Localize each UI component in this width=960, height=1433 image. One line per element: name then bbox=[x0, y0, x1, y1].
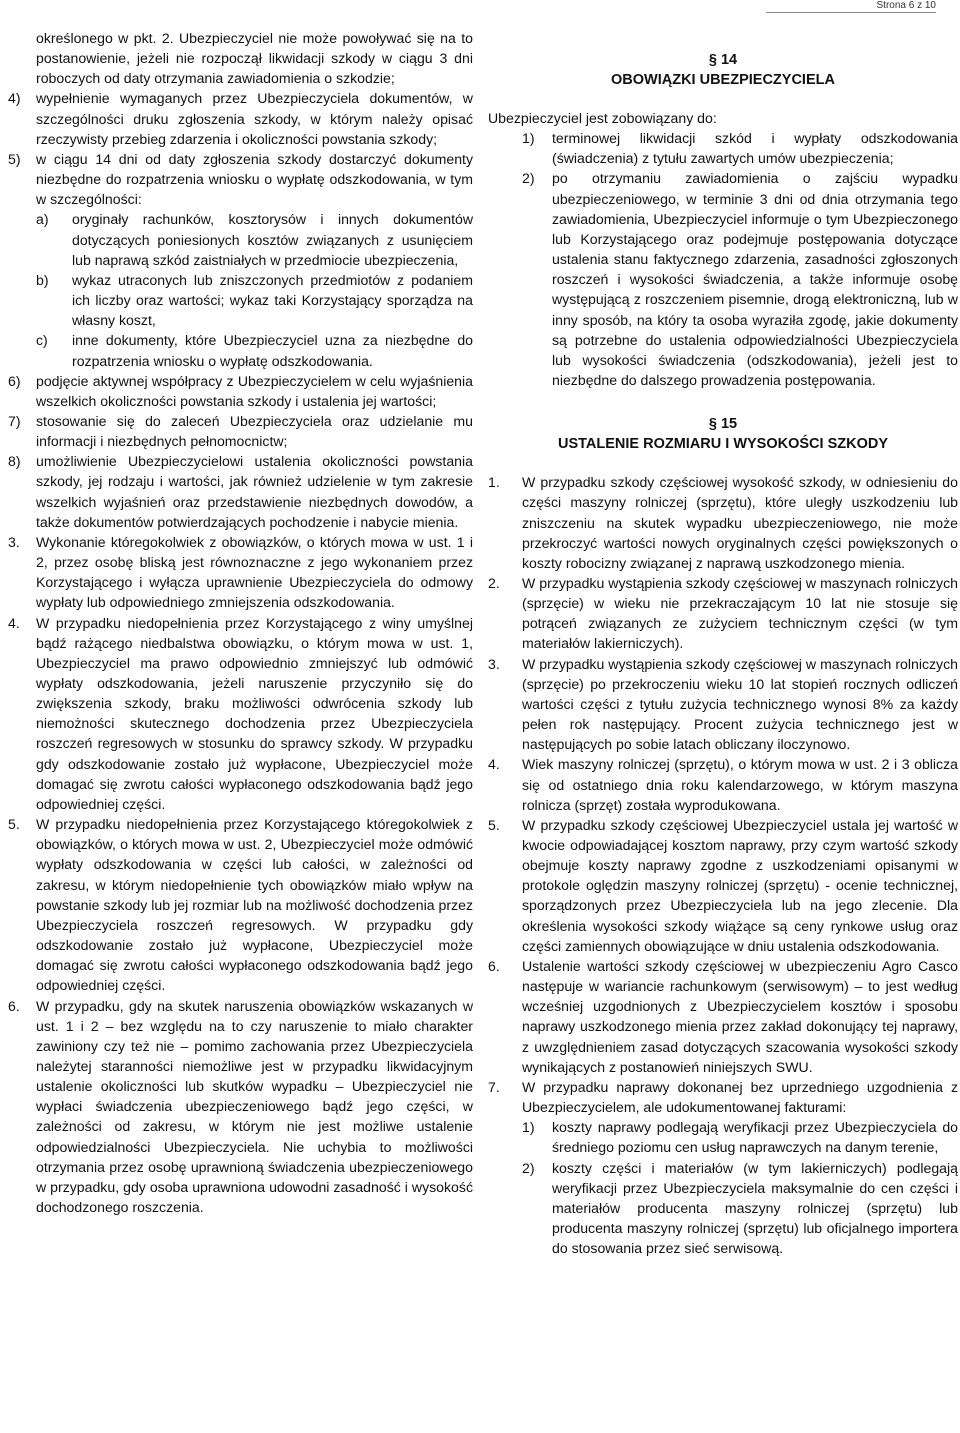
numbered-point-label: 1. bbox=[488, 474, 500, 491]
sub-list-item bbox=[8, 209, 473, 269]
sub-list-item-label: 1) bbox=[522, 1119, 535, 1136]
numbered-point bbox=[488, 956, 958, 1077]
numbered-point bbox=[488, 654, 958, 755]
list-item-label: 1) bbox=[522, 130, 535, 147]
numbered-point-text: W przypadku niedopełnienia przez Korzystającego któregokolwiek z obowiązków, o których mowa w ust. 2, Ubezpieczyciel może odmówić wypłaty odszkodowania w części lub całości, w zależności od zakresu, w którym niedopełnienie tych obowiązków miało wpływ na powstanie szkody lub jej rozmiar lub na możliwość dochodzenia przez Ubezpieczyciela roszczeń regresowych. W przypadku gdy odszkodowanie zostało już wypłacone, Ubezpieczyciel może domagać się zwrotu całości wypłaconego odszkodowania bądź jego odpowiedniej części. bbox=[36, 816, 473, 994]
section-14-heading bbox=[488, 50, 958, 90]
numbered-point-text: W przypadku szkody częściowej wysokość szkody, w odniesieniu do części maszyny rolniczej (sprzętu), które uległy uszkodzeniu lub zniszczeniu na skutek wypadku ubezpieczeniowego, nie może przekroczyć wartości nowych oryginalnych części powiększonych o koszty robocizny związanej z naprawą uszkodzonego mienia. bbox=[522, 474, 958, 571]
numbered-point-label: 6. bbox=[8, 997, 20, 1014]
sub-list-item-label: c) bbox=[36, 332, 48, 349]
page-number: Strona 6 z 10 bbox=[766, 0, 936, 13]
section-intro: Ubezpieczyciel jest zobowiązany do: bbox=[488, 110, 717, 126]
sub-list-item bbox=[488, 1158, 958, 1259]
numbered-point bbox=[488, 1077, 958, 1117]
numbered-point bbox=[488, 754, 958, 814]
numbered-point-label: 3. bbox=[488, 655, 500, 672]
numbered-point-text: W przypadku niedopełnienia przez Korzystającego z winy umyślnej bądź rażącego niedbalstwa obowiązku, o którym mowa w ust. 1, Ubezpieczyciel ma prawo odpowiednio zmniejszyć lub odmówić wypłaty odszkodowania, jeżeli naruszenie przyczyniło się do zwiększenia szkody, braku możliwości odwrócenia szkody lub niemożności skutecznego dochodzenia przez Ubezpieczyciela roszczeń regresowych w stosunku do sprawcy szkody. W przypadku gdy odszkodowanie zostało już wypłacone, Ubezpieczyciel może domagać się zwrotu całości wypłaconego odszkodowania bądź jego odpowiedniej części. bbox=[36, 614, 473, 812]
section-title: USTALENIE ROZMIARU I WYSOKOŚCI SZKODY bbox=[557, 436, 889, 453]
numbered-point-label: 4. bbox=[488, 756, 500, 773]
list-item-text: wypełnienie wymaganych przez Ubezpieczyciela dokumentów, w szczególności druku zgłoszenia szkody, w którym należy opisać rzeczywisty przebieg zdarzenia i okoliczności powstania szkody; bbox=[36, 90, 473, 147]
numbered-point-label: 3. bbox=[8, 533, 20, 550]
section-15-heading bbox=[488, 414, 958, 454]
section-sign: § 15 bbox=[708, 416, 738, 433]
sub-list-item bbox=[8, 270, 473, 330]
numbered-point bbox=[488, 815, 958, 956]
sub-list-item-text: wykaz utraconych lub zniszczonych przedmiotów z podaniem ich liczby oraz wartości; wykaz taki Korzystający sporządza na własny koszt, bbox=[72, 271, 473, 329]
numbered-point bbox=[8, 613, 473, 815]
sub-list-item-label: b) bbox=[36, 271, 49, 288]
list-item-text: stosowanie się do zaleceń Ubezpieczyciela oraz udzielanie mu informacji i niezbędnych pełnomocnictw; bbox=[36, 412, 473, 450]
list-item-label: 4) bbox=[8, 90, 21, 107]
numbered-point bbox=[488, 472, 958, 573]
list-item bbox=[8, 451, 473, 532]
numbered-point bbox=[8, 996, 473, 1218]
list-item bbox=[488, 168, 958, 390]
numbered-point-label: 2. bbox=[488, 574, 500, 591]
section-sign: § 14 bbox=[708, 52, 738, 68]
numbered-point-label: 5. bbox=[488, 816, 500, 833]
numbered-point-text: Wykonanie któregokolwiek z obowiązków, o których mowa w ust. 1 i 2, przez osobę bliską jest równoznaczne z jego wykonaniem przez Korzystającego i wyłącza uprawnienie Ubezpieczyciela do odmowy wypłaty lub odpowiedniego zmniejszenia odszkodowania. bbox=[36, 533, 473, 611]
numbered-point-label: 4. bbox=[8, 614, 20, 631]
numbered-point bbox=[8, 532, 473, 613]
numbered-point-text: W przypadku naprawy dokonanej bez uprzedniego uzgodnienia z Ubezpieczycielem, ale udokumentowanej fakturami: bbox=[522, 1078, 958, 1116]
section-title: OBOWIĄZKI UBEZPIECZYCIELA bbox=[611, 72, 835, 88]
sub-list-item-label: 2) bbox=[522, 1159, 535, 1176]
continued-paragraph: określonego w pkt. 2. Ubezpieczyciel nie może powoływać się na to postanowienie, jeżeli nie rozpoczął likwidacji szkody w ciągu 3 dni roboczych od daty otrzymania zawiadomienia o szkodzie; bbox=[36, 30, 473, 87]
list-item-text: podjęcie aktywnej współpracy z Ubezpieczycielem w celu wyjaśnienia wszelkich okoliczności powstania szkody i ustalenia jej wartości; bbox=[36, 372, 473, 409]
numbered-point-text: W przypadku wystąpienia szkody częściowej w maszynach rolniczych (sprzęcie) po przekroczeniu wieku 10 lat stopień rocznych odliczeń wartości części z tytułu zużycia technicznego wynosi 8% za każdy pełen rok następujący. Procent zużycia technicznego jest w następujących po sobie latach obliczany iloczynowo. bbox=[522, 655, 958, 753]
list-item-label: 5) bbox=[8, 150, 21, 167]
numbered-point-label: 7. bbox=[488, 1078, 500, 1095]
sub-list-item-text: oryginały rachunków, kosztorysów i innych dokumentów dotyczących poniesionych kosztów związanych z usunięciem lub naprawą szkód zaistniałych w przedmiocie ubezpieczenia, bbox=[72, 211, 473, 268]
numbered-point-label: 5. bbox=[8, 816, 20, 833]
list-item-text: po otrzymaniu zawiadomienia o zajściu wypadku ubezpieczeniowego, w terminie 3 dni od dnia otrzymania tego zawiadomienia, Ubezpieczyciel informuje o tym Ubezpieczonego lub Korzystającego oraz podejmuje postępowania dotyczące ustalenia stanu faktycznego zdarzenia, zasadności zgłoszonych roszczeń i wysokości świadczenia, a także informuje osobę występującą z roszczeniem pisemnie, drogą elektroniczną, lub w inny sposób, na który ta osoba wyraziła zgodę, jakie dokumenty są potrzebne do ustalenia odpowiedzialności Ubezpieczyciela lub wysokości świadczenia (odszkodowania), jeżeli jest to niezbędne do dalszego prowadzenia postępowania. bbox=[552, 170, 958, 389]
list-item bbox=[8, 88, 473, 148]
right-column bbox=[488, 28, 958, 1258]
list-item-label: 8) bbox=[8, 453, 21, 470]
sub-list-item-text: inne dokumenty, które Ubezpieczyciel uzna za niezbędne do rozpatrzenia wniosku o wypłatę odszkodowania. bbox=[72, 332, 473, 369]
sub-list-item bbox=[8, 330, 473, 370]
sub-list-item-text: koszty części i materiałów (w tym lakierniczych) podlegają weryfikacji przez Ubezpieczyciela maksymalnie do cen części i materiałów producenta maszyny rolniczej (sprzętu) lub producenta maszyny rolniczej (sprzętu) lub oficjalnego importera do stosowania przez sieć serwisową. bbox=[552, 1159, 958, 1257]
numbered-point bbox=[488, 573, 958, 654]
list-item-label: 2) bbox=[522, 170, 535, 187]
list-item-label: 7) bbox=[8, 412, 21, 429]
numbered-point-text: Wiek maszyny rolniczej (sprzętu), o którym mowa w ust. 2 i 3 oblicza się od ostatniego dnia roku kalendarzowego, w którym maszyna rolnicza (sprzęt) została wyprodukowana. bbox=[522, 756, 958, 813]
list-item-label: 6) bbox=[8, 372, 21, 389]
list-item bbox=[488, 128, 958, 168]
list-item-text: terminowej likwidacji szkód i wypłaty odszkodowania (świadczenia) z tytułu zawartych umów ubezpieczenia; bbox=[552, 130, 958, 167]
sub-list-item-text: koszty naprawy podlegają weryfikacji przez Ubezpieczyciela do średniego poziomu cen usług naprawczych na danym terenie, bbox=[552, 1119, 958, 1156]
list-item bbox=[8, 411, 473, 451]
numbered-point bbox=[8, 814, 473, 995]
list-item-text: umożliwienie Ubezpieczycielowi ustalenia okoliczności powstania szkody, jej rodzaju i wartości, jak również udzielenie w tym zakresie wszelkich wyjaśnień oraz przedstawienie niezbędnych dowodów, a także dokumentów potwierdzających pochodzenie i nabycie mienia. bbox=[36, 453, 473, 530]
list-item bbox=[8, 149, 473, 209]
numbered-point-text: W przypadku szkody częściowej Ubezpieczyciel ustala jej wartość w kwocie odpowiadającej kosztom naprawy, przy czym wartość szkody obejmuje koszty naprawy zgodne z uszkodzeniami opisanymi w protokole oględzin maszyny rolniczej (sprzętu) - ocenie technicznej, sporządzonych przez Ubezpieczyciela lub na jego zlecenie. Dla określenia wysokości szkody wiążące są ceny rynkowe usług oraz części zamiennych obowiązujące w dniu ustalenia odszkodowania. bbox=[522, 816, 958, 954]
numbered-point-text: W przypadku, gdy na skutek naruszenia obowiązków wskazanych w ust. 1 i 2 – bez względu na to czy naruszenie to miało charakter zawiniony czy też nie – pomimo zachowania przez Ubezpieczyciela należytej staranności niemożliwe jest w przypadku likwidacyjnym ustalenie okoliczności lub skutków wypadku – Ubezpieczyciel nie wypłaci świadczenia ubezpieczeniowego bądź jego części, w zależności od zakresu, w którym nie jest możliwe ustalenie odpowiedzialności Ubezpieczyciela. Nie uchybia to możliwości otrzymania przez osobę uprawnioną świadczenia ubezpieczeniowego w przypadku, gdy osoba uprawniona udowodni zasadność i wysokość dochodzonego roszczenia. bbox=[36, 997, 473, 1216]
numbered-point-label: 6. bbox=[488, 957, 500, 974]
sub-list-item-label: a) bbox=[36, 211, 49, 228]
numbered-point-text: W przypadku wystąpienia szkody częściowej w maszynach rolniczych (sprzęcie) w wieku nie przekraczającym 10 lat nie stosuje się potrąceń związanych ze zużyciem technicznym części (w tym materiałów lakierniczych). bbox=[522, 574, 958, 652]
list-item-text: w ciągu 14 dni od daty zgłoszenia szkody dostarczyć dokumenty niezbędne do rozpatrzenia wniosku o wypłatę odszkodowania, w tym w szczególności: bbox=[36, 150, 473, 208]
sub-list-item bbox=[488, 1117, 958, 1157]
left-column bbox=[8, 28, 473, 1217]
list-item bbox=[8, 371, 473, 411]
numbered-point-text: Ustalenie wartości szkody częściowej w ubezpieczeniu Agro Casco następuje w wariancie rachunkowym (serwisowym) – to jest według wcześniej uzgodnionych z Ubezpieczycielem kosztów i sposobu naprawy uszkodzonego mienia przez zakład dokonujący tej naprawy, z uwzględnieniem zasad dotyczących szacowania wysokości szkody wynikających z postanowień niniejszych SWU. bbox=[522, 957, 958, 1075]
